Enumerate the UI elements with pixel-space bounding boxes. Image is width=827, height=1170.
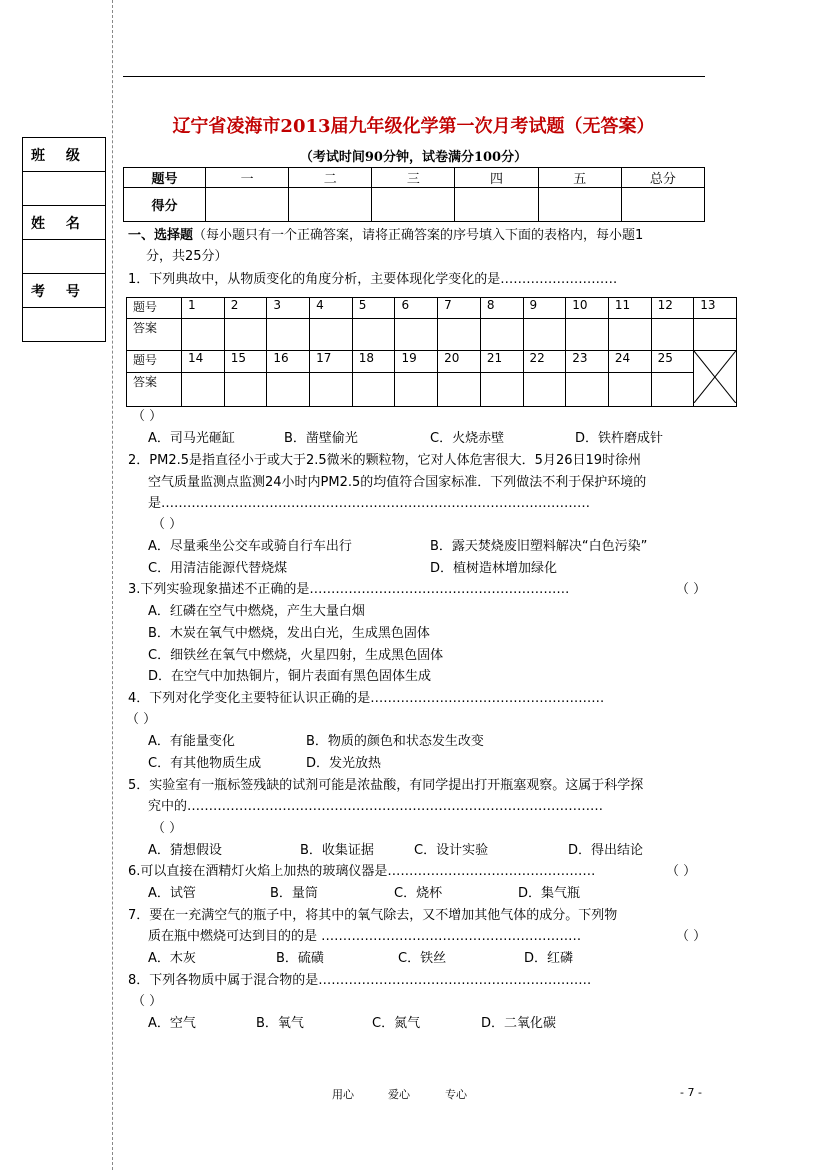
question-4-stem: 4．下列对化学变化主要特征认识正确的是………………………………………………	[128, 691, 605, 706]
class-field[interactable]	[23, 172, 106, 206]
option: C．设计实验	[414, 843, 489, 858]
question-number: 22	[523, 351, 566, 373]
crossed-out-cell	[694, 351, 737, 407]
score-cell[interactable]	[455, 188, 538, 222]
answer-table-label: 题号	[127, 298, 182, 319]
score-col-header: 三	[372, 168, 455, 188]
answer-bracket: （ ）	[152, 517, 183, 532]
option: C．铁丝	[398, 951, 447, 966]
option: B．凿壁偷光	[284, 431, 358, 446]
option: A．试管	[148, 886, 196, 901]
option: C．有其他物质生成	[148, 756, 262, 771]
footer-motto: 专心	[445, 1088, 467, 1101]
question-number: 15	[224, 351, 267, 373]
question-number: 18	[352, 351, 395, 373]
answer-cell[interactable]	[438, 373, 481, 407]
answer-table-label: 答案	[127, 373, 182, 407]
cross-out-mark	[694, 351, 736, 403]
answer-bracket: （ ）	[676, 929, 707, 944]
question-number: 25	[651, 351, 694, 373]
score-col-header: 一	[206, 168, 289, 188]
option: B．氧气	[256, 1016, 304, 1031]
answer-cell[interactable]	[651, 319, 694, 351]
header-rule	[123, 76, 705, 77]
question-number: 8	[480, 298, 523, 319]
score-cell[interactable]	[621, 188, 704, 222]
answer-cell[interactable]	[608, 319, 651, 351]
answer-table	[126, 297, 737, 407]
question-8-stem: 8．下列各物质中属于混合物的是………………………………………………………	[128, 973, 592, 988]
question-5-stem: 5．实验室有一瓶标签残缺的试剂可能是浓盐酸，有同学提出打开瓶塞观察。这属于科学探	[128, 778, 644, 793]
name-field[interactable]	[23, 240, 106, 274]
answer-cell[interactable]	[224, 319, 267, 351]
answer-cell[interactable]	[352, 373, 395, 407]
answer-cell[interactable]	[523, 373, 566, 407]
question-number: 23	[566, 351, 609, 373]
page-number: - 7 -	[680, 1086, 702, 1099]
option: B．收集证据	[300, 843, 374, 858]
option: A．红磷在空气中燃烧，产生大量白烟	[148, 604, 365, 619]
answer-bracket: （ ）	[132, 994, 163, 1009]
score-cell[interactable]	[206, 188, 289, 222]
question-number: 16	[267, 351, 310, 373]
score-col-header: 总分	[621, 168, 704, 188]
answer-table-label: 题号	[127, 351, 182, 373]
answer-cell[interactable]	[651, 373, 694, 407]
page-title: 辽宁省凌海市2013届九年级化学第一次月考试题（无答案）	[172, 116, 655, 137]
score-cell[interactable]	[538, 188, 621, 222]
score-row-label: 得分	[124, 188, 206, 222]
footer-motto: 爱心	[388, 1088, 410, 1101]
option: C．细铁丝在氧气中燃烧，火星四射，生成黑色固体	[148, 648, 444, 663]
option: B．硫磺	[276, 951, 324, 966]
option: C．氮气	[372, 1016, 421, 1031]
answer-cell[interactable]	[566, 373, 609, 407]
question-number: 20	[438, 351, 481, 373]
option: B．量筒	[270, 886, 318, 901]
answer-cell[interactable]	[224, 373, 267, 407]
option: D．发光放热	[306, 756, 382, 771]
option: C．烧杯	[394, 886, 443, 901]
question-number: 10	[566, 298, 609, 319]
section-instruction: （每小题只有一个正确答案，请将正确答案的序号填入下面的表格内，每小题1	[193, 228, 644, 243]
question-6-stem: 6.可以直接在酒精灯火焰上加热的玻璃仪器是…………………………………………	[128, 864, 596, 879]
option: A．空气	[148, 1016, 196, 1031]
section-instruction-cont: 分，共25分）	[146, 249, 228, 264]
question-number: 4	[310, 298, 353, 319]
option: C．用清洁能源代替烧煤	[148, 561, 288, 576]
question-number: 14	[182, 351, 225, 373]
option: B．木炭在氧气中燃烧，发出白光，生成黑色固体	[148, 626, 430, 641]
answer-cell[interactable]	[310, 319, 353, 351]
option: A．尽量乘坐公交车或骑自行车出行	[148, 539, 352, 554]
answer-bracket: （ ）	[676, 582, 707, 597]
option: D．集气瓶	[518, 886, 581, 901]
score-cell[interactable]	[372, 188, 455, 222]
question-number: 21	[480, 351, 523, 373]
question-number: 9	[523, 298, 566, 319]
answer-cell[interactable]	[480, 319, 523, 351]
question-number: 17	[310, 351, 353, 373]
section-heading-line	[128, 228, 643, 244]
answer-bracket: （ ）	[126, 712, 157, 727]
score-table	[123, 167, 705, 222]
score-row-label: 题号	[124, 168, 206, 188]
question-number: 6	[395, 298, 438, 319]
answer-cell[interactable]	[182, 373, 225, 407]
option: C．火烧赤壁	[430, 431, 505, 446]
answer-cell[interactable]	[267, 373, 310, 407]
student-info-table	[22, 137, 106, 342]
option: D．在空气中加热铜片，铜片表面有黑色固体生成	[148, 669, 432, 684]
question-7-stem: 7．要在一充满空气的瓶子中，将其中的氧气除去，又不增加其他气体的成分。下列物	[128, 908, 618, 923]
question-number: 5	[352, 298, 395, 319]
question-number: 7	[438, 298, 481, 319]
option: D．二氧化碳	[481, 1016, 557, 1031]
answer-bracket: （ ）	[152, 821, 183, 836]
score-col-header: 五	[538, 168, 621, 188]
answer-cell[interactable]	[395, 373, 438, 407]
option: A．有能量变化	[148, 734, 235, 749]
score-col-header: 四	[455, 168, 538, 188]
question-number: 2	[224, 298, 267, 319]
question-7-stem-line2: 质在瓶中燃烧可达到目的的是 ……………………………………………………	[148, 929, 582, 944]
section-heading: 一、选择题	[128, 228, 194, 243]
question-2-stem-line3: 是………………………………………………………………………………………	[148, 496, 590, 511]
name-label: 姓 名	[23, 206, 106, 240]
option: A．木灰	[148, 951, 196, 966]
answer-cell[interactable]	[566, 319, 609, 351]
question-number: 19	[395, 351, 438, 373]
question-1-stem: 1．下列典故中，从物质变化的角度分析，主要体现化学变化的是………………………	[128, 272, 618, 287]
option: D．红磷	[524, 951, 574, 966]
score-col-header: 二	[289, 168, 372, 188]
question-2-stem-line2: 空气质量监测点监测24小时内PM2.5的均值符合国家标准．下列做法不利于保护环境的	[148, 475, 647, 490]
exam-number-label: 考 号	[23, 274, 106, 308]
answer-table-label: 答案	[127, 319, 182, 351]
question-number: 3	[267, 298, 310, 319]
option: D．植树造林增加绿化	[430, 561, 558, 576]
question-number: 12	[651, 298, 694, 319]
question-number: 11	[608, 298, 651, 319]
answer-cell[interactable]	[395, 319, 438, 351]
question-5-stem-line2: 究中的……………………………………………………………………………………	[148, 799, 604, 814]
exam-subtitle: （考试时间90分钟，试卷满分100分）	[299, 150, 528, 165]
question-number: 13	[694, 298, 737, 319]
answer-cell[interactable]	[182, 319, 225, 351]
exam-number-field[interactable]	[23, 308, 106, 342]
answer-bracket: （ ）	[132, 409, 163, 424]
answer-cell[interactable]	[694, 319, 737, 351]
option: B．露天焚烧废旧塑料解决“白色污染”	[430, 539, 648, 554]
question-number: 24	[608, 351, 651, 373]
answer-bracket: （ ）	[666, 864, 697, 879]
question-2-stem: 2．PM2.5是指直径小于或大于2.5微米的颗粒物，它对人体危害很大．5月26日19时徐州	[128, 453, 642, 468]
answer-cell[interactable]	[608, 373, 651, 407]
answer-cell[interactable]	[523, 319, 566, 351]
binding-dashed-line	[112, 0, 113, 1170]
answer-cell[interactable]	[352, 319, 395, 351]
class-label: 班 级	[23, 138, 106, 172]
answer-cell[interactable]	[480, 373, 523, 407]
answer-cell[interactable]	[267, 319, 310, 351]
answer-cell[interactable]	[310, 373, 353, 407]
option: A．司马光砸缸	[148, 431, 235, 446]
option: A．猜想假设	[148, 843, 222, 858]
option: D．铁杵磨成针	[575, 431, 664, 446]
footer-motto: 用心	[332, 1088, 354, 1101]
question-number: 1	[182, 298, 225, 319]
answer-cell[interactable]	[438, 319, 481, 351]
question-3-stem: 3.下列实验现象描述不正确的是……………………………………………………	[128, 582, 570, 597]
option: D．得出结论	[568, 843, 644, 858]
option: B．物质的颜色和状态发生改变	[306, 734, 484, 749]
score-cell[interactable]	[289, 188, 372, 222]
